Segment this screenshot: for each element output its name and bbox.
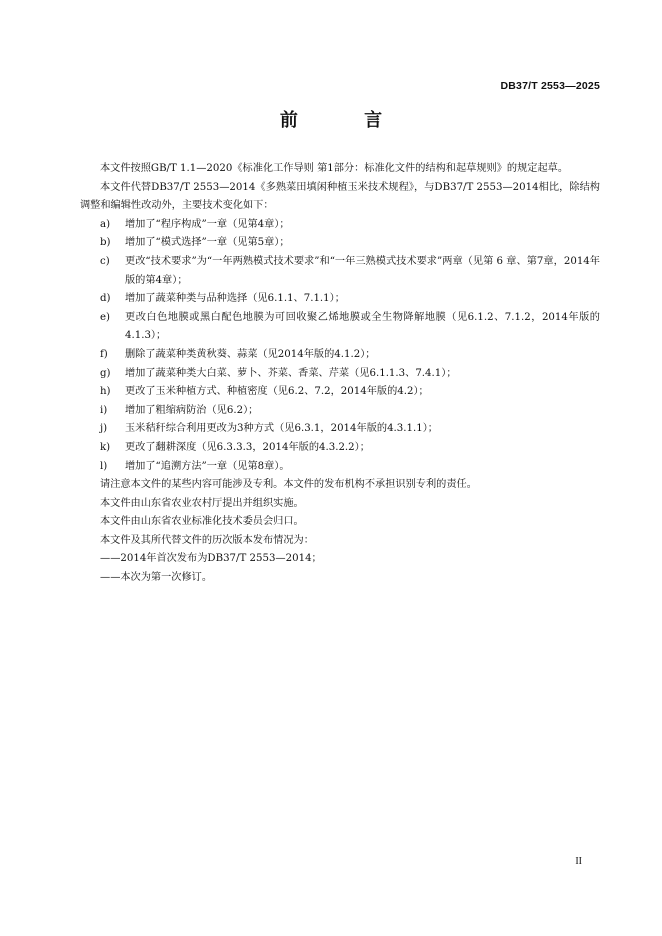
history-entry: ——本次为第一次修订。 — [100, 572, 213, 584]
list-text: 增加了“程序构成”一章（见第4章）； — [125, 218, 290, 230]
list-marker: a) — [100, 218, 111, 230]
list-marker: h) — [100, 386, 111, 398]
paragraph-committee: 本文件由山东省农业标准化技术委员会归口。 — [100, 516, 304, 528]
list-text: 更改白色地膜或黑白配色地膜为可回收聚乙烯地膜或全生物降解地膜（见6.1.2、7.1.2，2014年版的4.1.3）； — [125, 311, 600, 342]
list-text: 增加了蔬菜种类大白菜、萝卜、芥菜、香菜、芹菜（见6.1.1.3、7.4.1）； — [125, 367, 457, 379]
list-item — [80, 365, 600, 384]
list-item — [80, 234, 600, 253]
paragraph-replacement: 本文件代替DB37/T 2553—2014《多熟菜田填闲种植玉米技术规程》，与DB37/T 2553—2014相比，除结构调整和编辑性改动外，主要技术变化如下： — [80, 181, 600, 212]
list-marker: g) — [100, 367, 111, 379]
list-marker: c) — [100, 255, 110, 267]
list-text: 删除了蔬菜种类黄秋葵、蒜菜（见2014年版的4.1.2）； — [125, 348, 376, 360]
list-item — [80, 439, 600, 458]
list-text: 玉米秸秆综合利用更改为3种方式（见6.3.1，2014年版的4.3.1.1）； — [125, 423, 438, 435]
list-marker: e) — [100, 311, 111, 323]
list-text: 增加了“模式选择”一章（见第5章）； — [125, 237, 290, 249]
list-marker: l) — [100, 460, 108, 472]
page-number: II — [575, 856, 582, 867]
list-text: 增加了蔬菜种类与品种选择（见6.1.1、7.1.1）； — [125, 293, 345, 305]
list-marker: k) — [100, 441, 111, 453]
list-text: 增加了“追溯方法”一章（见第8章）。 — [125, 460, 290, 472]
page-title: 前 言 — [279, 110, 413, 131]
list-marker: i) — [100, 404, 108, 416]
list-item — [80, 253, 600, 290]
paragraph-history-intro: 本文件及其所代替文件的历次版本发布情况为： — [100, 534, 314, 546]
list-text: 更改“技术要求”为“一年两熟模式技术要求”和“一年三熟模式技术要求”两章（见第 6 章、第7章，2014年版的第4章）； — [125, 255, 600, 286]
paragraph-patent-notice: 请注意本文件的某些内容可能涉及专利。本文件的发布机构不承担识别专利的责任。 — [100, 479, 477, 491]
document-body — [80, 160, 600, 588]
history-entry: ——2014年首次发布为DB37/T 2553—2014； — [100, 553, 322, 565]
standard-code: DB37/T 2553—2025 — [500, 80, 600, 92]
list-item — [80, 402, 600, 421]
list-item — [80, 309, 600, 346]
list-item — [80, 216, 600, 235]
paragraph-drafting-basis: 本文件按照GB/T 1.1—2020《标准化工作导则 第1部分：标准化文件的结构和起草规则》的规定起草。 — [100, 163, 569, 174]
list-marker: j) — [100, 423, 108, 435]
list-text: 增加了粗缩病防治（见6.2）； — [125, 404, 259, 416]
list-text: 更改了翻耕深度（见6.3.3.3，2014年版的4.3.2.2）； — [125, 441, 370, 453]
paragraph-proposer: 本文件由山东省农业农村厅提出并组织实施。 — [100, 497, 304, 509]
list-item — [80, 346, 600, 365]
changes-list — [80, 216, 600, 476]
list-item — [80, 420, 600, 439]
list-item — [80, 383, 600, 402]
list-marker: b) — [100, 237, 111, 249]
list-marker: d) — [100, 293, 111, 305]
list-item — [80, 290, 600, 309]
list-text: 更改了玉米种植方式、种植密度（见6.2、7.2，2014年版的4.2）； — [125, 386, 429, 398]
list-marker: f) — [100, 348, 108, 360]
list-item — [80, 458, 600, 477]
